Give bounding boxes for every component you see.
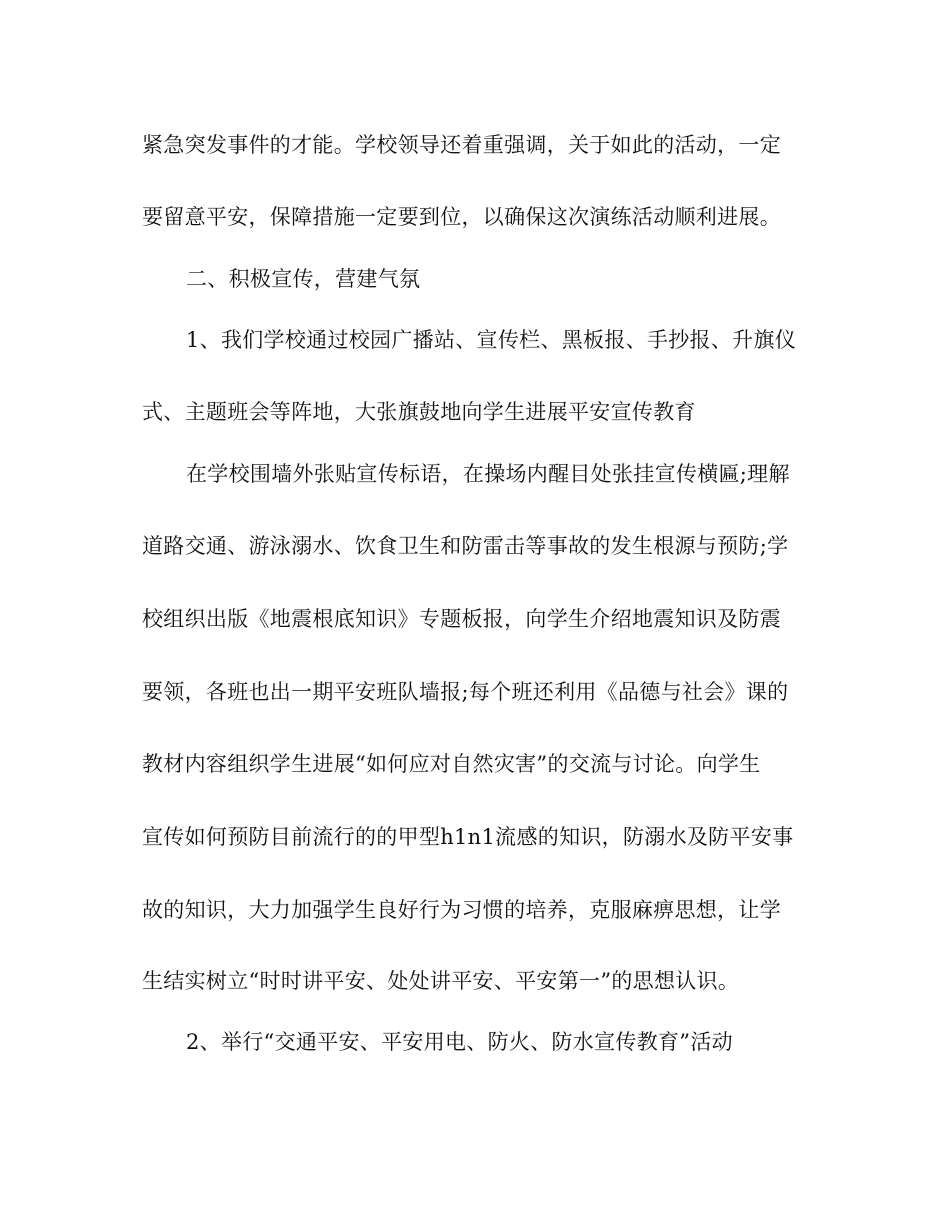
body-text-line: 1、我们学校通过校园广播站、宣传栏、黑板报、手抄报、升旗仪 xyxy=(186,328,797,352)
body-text-line: 生结实树立“时时讲平安、处处讲平安、平安第一”的思想认识。 xyxy=(142,969,740,993)
body-text-line: 教材内容组织学生进展“如何应对自然灾害”的交流与讨论。向学生 xyxy=(142,752,761,776)
body-text-line: 要留意平安，保障措施一定要到位，以确保这次演练活动顺利进展。 xyxy=(142,205,781,229)
body-text-line: 紧急突发事件的才能。学校领导还着重强调，关于如此的活动，一定 xyxy=(142,133,781,157)
body-text-line: 道路交通、游泳溺水、饮食卫生和防雷击等事故的发生根源与预防;学 xyxy=(142,534,789,558)
body-text-line: 故的知识，大力加强学生良好行为习惯的培养，克服麻痹思想，让学 xyxy=(142,898,781,922)
body-text-line: 要领，各班也出一期平安班队墙报;每个班还利用《品德与社会》课的 xyxy=(142,680,789,704)
body-text-line: 在学校围墙外张贴宣传标语，在操场内醒目处张挂宣传横匾;理解 xyxy=(186,462,790,486)
section-heading: 二、积极宣传，营建气氛 xyxy=(186,267,421,291)
body-text-line: 宣传如何预防目前流行的的甲型h1n1流感的知识，防溺水及防平安事 xyxy=(142,825,794,849)
body-text-line: 2、举行“交通平安、平安用电、防火、防水宣传教育”活动 xyxy=(186,1030,733,1054)
body-text-line: 式、主题班会等阵地，大张旗鼓地向学生进展平安宣传教育 xyxy=(142,400,696,424)
body-text-line: 校组织出版《地震根底知识》专题板报，向学生介绍地震知识及防震 xyxy=(142,607,781,631)
